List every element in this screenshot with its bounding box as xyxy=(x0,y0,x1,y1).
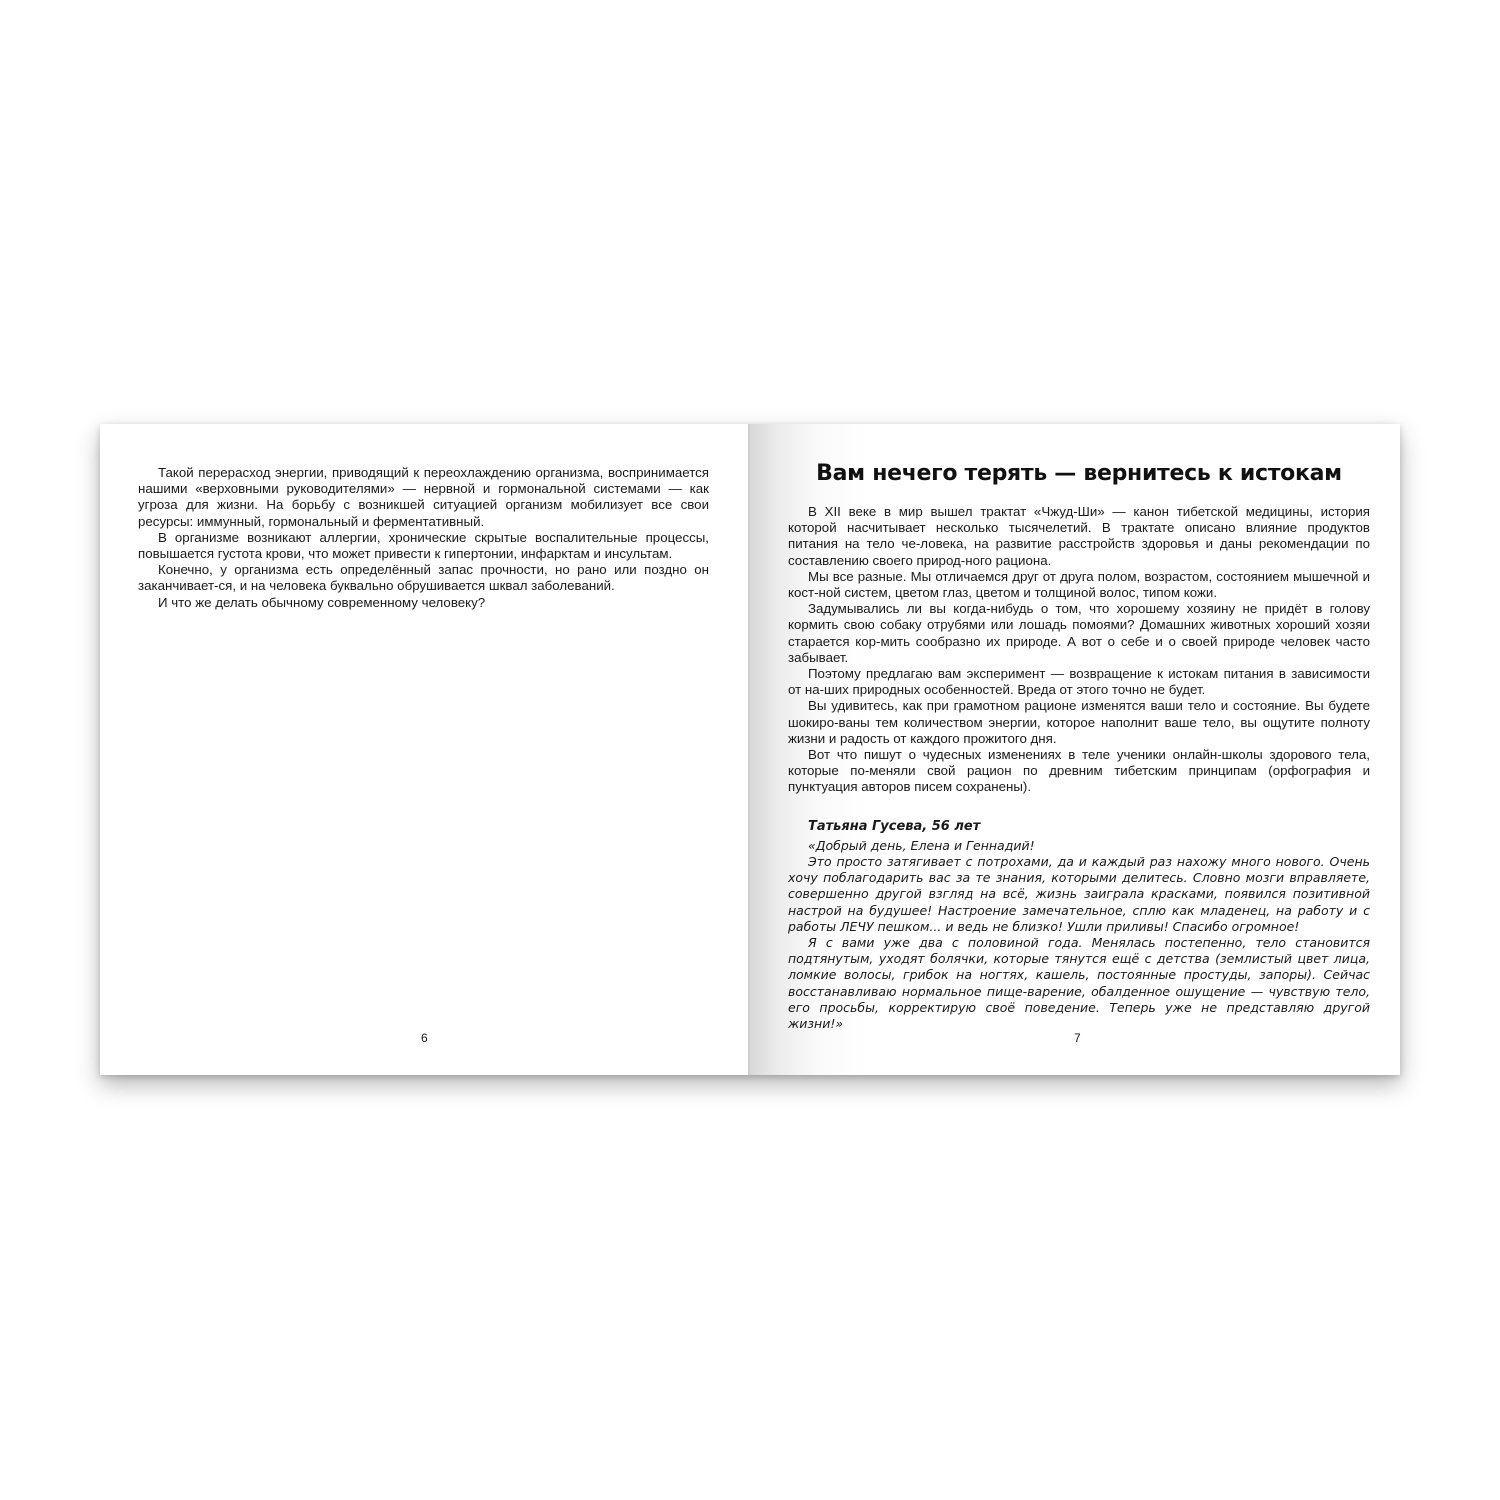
paragraph: Поэтому предлагаю вам эксперимент — возвращение к истокам питания в зависимости от на-ших природных особенностей. Вреда от этого точно не будет. xyxy=(788,666,1370,698)
paragraph: Вы удивитесь, как при грамотном рационе изменятся ваши тело и состояние. Вы будете шокиро-ваны тем количеством энергии, которое наполнит ваше тело, вы ощутите полноту жизни и радость от каждого прожитого дня. xyxy=(788,698,1370,746)
paragraph: В XII веке в мир вышел трактат «Чжуд-Ши» — канон тибетской медицины, история которой насчитывает несколько тысячелетий. В трактате описано влияние продуктов питания на тело че-ловека, на развитие расстройств здоровья и даны рекомендации по составлению своего природ-ного рациона. xyxy=(788,504,1370,568)
paragraph: И что же делать обычному современному человеку? xyxy=(158,594,486,610)
left-page xyxy=(100,424,748,1075)
paragraph: Задумывались ли вы когда-нибудь о том, что хорошему хозяину не придёт в голову кормить свою собаку отрубями или лошадь помоями? Домашних животных хороший хозяи старается кор-мить сообразно их природе. А вот о себе и о своей природе человек часто забывает. xyxy=(788,601,1370,665)
paragraph: Такой перерасход энергии, приводящий к переохлаждению организма, воспринимается нашими «верховными руководителями» — нервной и гормональной системами — как угроза для жизни. На борьбу с возникшей ситуацией организм мобилизует все свои ресурсы: иммунный, гормональный и ферментативный. xyxy=(138,465,709,529)
testimonial-paragraph: «Добрый день, Елена и Геннадий! xyxy=(808,837,1035,853)
right-page-body xyxy=(788,504,1370,1032)
paragraph: Мы все разные. Мы отличаемся друг от друга полом, возрастом, состоянием мышечной и кост-ной систем, цветом глаз, цветом и толщиной волос, типом кожи. xyxy=(788,568,1370,601)
testimonial-paragraph: Это просто затягивает с потрохами, да и каждый раз нахожу много нового. Очень хочу поблагодарить вас за те знания, которыми делитесь. Словно мозги вправляете, совершенно другой взгляд на всё, жизнь заиграла красками, появился позитивной настрой на будушее! Настроение замечательное, сплю как младенец, на работу и с работы ЛЕЧУ пешком... и ведь не близко! Ушли приливы! Спасибо огромное! xyxy=(788,854,1370,934)
left-page-body xyxy=(138,465,709,611)
paragraph: Конечно, у организма есть определённый запас прочности, но рано или поздно он заканчивает-ся, и на человека буквально обрушивается шквал заболеваний. xyxy=(138,562,709,594)
book-spread xyxy=(100,424,1400,1075)
testimonial-paragraph: Я с вами уже два с половиной года. Менялась постепенно, тело становится подтянутым, уходят болячки, которые тянутся ещё с детства (землистый цвет лица, ломкие волосы, грибок на ногтях, кашель, постоянные простуды, запоры). Сейчас восстанавливаю нормальное пище-варение, обалденное ошущение — чувствую тело, его просьбы, корректирую своё поведение. Теперь уже не представляю другой жизни!» xyxy=(788,935,1370,1032)
testimonial-author: Татьяна Гусева, 56 лет xyxy=(808,818,981,834)
paragraph: Вот что пишут о чудесных изменениях в теле ученики онлайн-школы здорового тела, которые по-меняли свой рацион по древним тибетским принципам (орфография и пунктуация авторов писем сохранены). xyxy=(788,747,1370,795)
chapter-heading: Вам нечего терять — вернитесь к истокам xyxy=(816,461,1342,486)
page-number: 7 xyxy=(1074,1031,1081,1045)
page-number: 6 xyxy=(421,1031,428,1045)
paragraph: В организме возникают аллергии, хронические скрытые воспалительные процессы, повышается густота крови, что может привести к гипертонии, инфарктам и инсультам. xyxy=(138,529,709,562)
right-page xyxy=(748,424,1400,1075)
book-gutter xyxy=(748,424,750,1075)
